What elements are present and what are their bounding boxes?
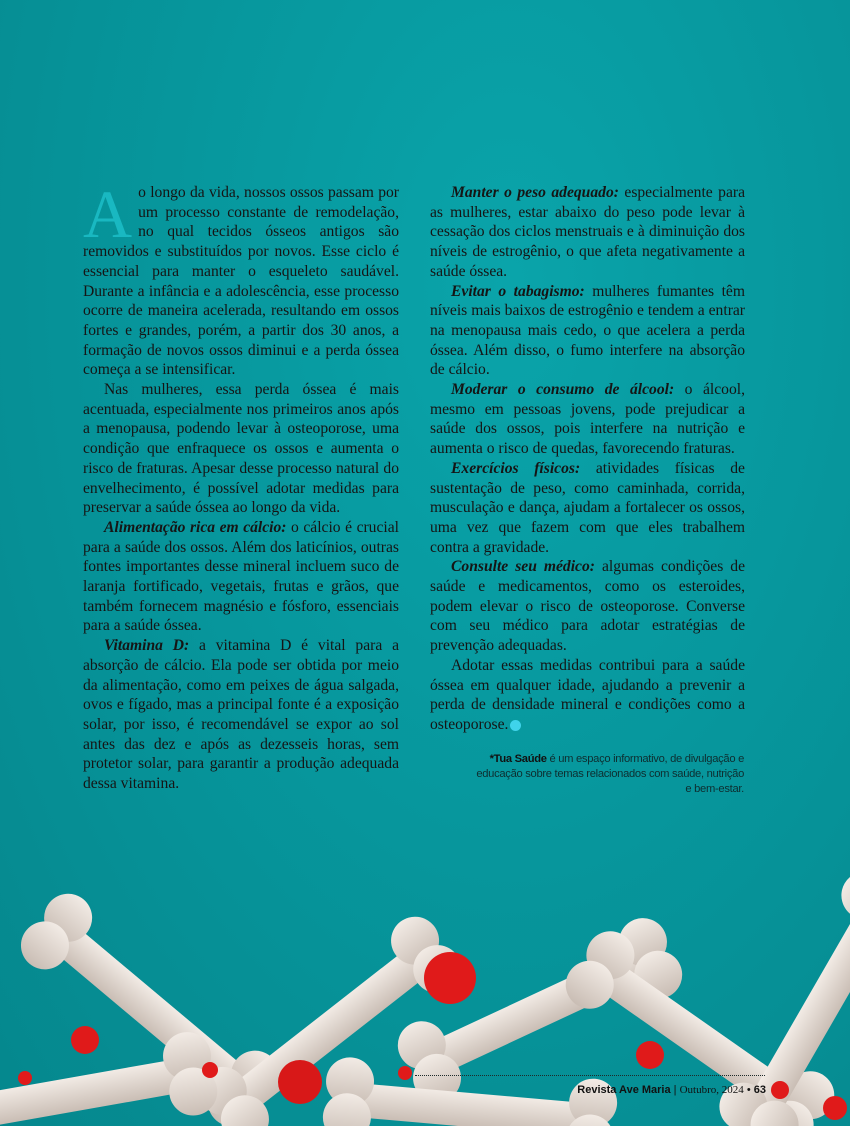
paragraph-text: especialmente para as mulheres, estar abaixo do peso pode levar à cessação dos ciclos menstruais e à diminuição dos níveis de estrogênio, o que afeta negativamente a saúde óssea. [430, 184, 745, 280]
paragraph-text: algumas condições de saúde e medicamentos, como os esteroides, podem elevar o risco de osteoporose. Converse com seu médico para adotar estratégias de prevenção adequadas. [430, 558, 746, 655]
drop-cap: A [83, 176, 133, 252]
paragraph-text: mulheres fumantes têm níveis mais baixos de estrogênio e tendem a entrar na menopausa mais cedo, o que acelera a perda óssea. Além disso, o fumo interfere na absorção de cálcio. [430, 282, 745, 379]
bone-damage-spot [424, 952, 476, 1004]
footer-divider [415, 1075, 765, 1076]
paragraph-text: o álcool, mesmo em pessoas jovens, pode prejudicar a saúde dos ossos, pois interfere na nutrição e aumenta o risco de quedas, favorecendo fraturas. [430, 381, 745, 458]
issue-date: Outubro, 2024 [679, 1084, 744, 1096]
paragraph-lead: Exercícios físicos: [451, 459, 581, 477]
credit-text: é um espaço informativo, de divulgação e educação sobre temas relacionados com saúde, nutrição e bem-estar. [476, 753, 744, 795]
paragraph-text: Nas mulheres, essa perda óssea é mais acentuada, especialmente nos primeiros anos após a menopausa, podendo levar à osteoporose, uma condição que enfraquece os ossos e aumenta o risco de fraturas. Apesar desse processo natural do envelhecimento, é possível adotar medidas para preservar a saúde óssea ao longo da vida. [83, 381, 399, 517]
paragraph [83, 518, 399, 636]
page-footer [577, 1084, 766, 1096]
magazine-name: Revista Ave Maria [577, 1084, 671, 1096]
footer-separator: | [670, 1084, 680, 1096]
paragraph-lead: Manter o peso adequado: [451, 184, 619, 201]
paragraph-text: atividades físicas de sustentação de peso, como caminhada, corrida, musculação e dança, ajudam a fortalecer os ossos, uma vez que fazem com que eles trabalhem contra a gravidade. [430, 459, 745, 556]
source-credit [470, 752, 744, 797]
paragraph [430, 282, 745, 381]
bone-damage-spot [202, 1062, 218, 1078]
article-right-column [430, 183, 745, 735]
bone-damage-spot [278, 1060, 322, 1104]
paragraph-lead: Moderar o consumo de álcool: [451, 381, 675, 399]
paragraph-intro [83, 176, 399, 380]
bone-damage-spot [18, 1071, 32, 1085]
bone-damage-spot [398, 1066, 412, 1080]
article-left-column [83, 176, 399, 794]
page-number: 63 [753, 1084, 766, 1096]
bone-damage-spot [823, 1096, 847, 1120]
paragraph-lead: Vitamina D: [104, 637, 190, 655]
paragraph [430, 183, 745, 282]
paragraph [430, 380, 745, 459]
paragraph-text: a vitamina D é vital para a absorção de cálcio. Ela pode ser obtida por meio da alimentação, como em peixes de água salgada, ovos e fígado, mas a principal fonte é a exposição solar, por isso, é recomendável se expor ao sol antes das dez e após as dezesseis horas, sem protetor solar, para garantir a produção adequada dessa vitamina. [83, 637, 399, 793]
paragraph-closing [430, 656, 745, 735]
paragraph [430, 557, 745, 656]
paragraph [83, 636, 399, 794]
paragraph-text: o longo da vida, nossos ossos passam por um processo constante de remodelação, no qual tecidos ósseos antigos são removidos e substituídos por novos. Esse ciclo é essencial para manter o esqueleto saudável. Durante a infância e a adolescência, esse processo ocorre de maneira acelerada, resultando em ossos fortes e grandes, porém, a partir dos 30 anos, a formação de novos ossos diminui e a perda óssea começa a se intensificar. [83, 184, 399, 379]
paragraph-lead: Consulte seu médico: [451, 558, 595, 576]
end-of-article-dot-icon [510, 720, 521, 731]
paragraph-lead: Evitar o tabagismo: [451, 282, 585, 300]
bone-damage-spot [71, 1026, 99, 1054]
footer-bullet: • [743, 1084, 754, 1096]
paragraph-lead: Alimentação rica em cálcio: [104, 518, 287, 536]
paragraph [83, 380, 399, 518]
paragraph-text: Adotar essas medidas contribui para a saúde óssea em qualquer idade, ajudando a prevenir a perda de densidade mineral e condições como a osteoporose. [430, 656, 745, 733]
bone-damage-spot [771, 1081, 789, 1099]
bone-shape [321, 1055, 619, 1126]
paragraph [430, 459, 745, 558]
credit-brand: *Tua Saúde [489, 753, 547, 765]
bone-shape [0, 1028, 221, 1126]
bone-damage-spot [636, 1041, 664, 1069]
paragraph-text: o cálcio é crucial para a saúde dos ossos. Além dos laticínios, outras fontes importantes desse mineral incluem suco de laranja fortificado, vegetais, frutas e grãos, que também fornecem magnésio e fósforo, essenciais para a saúde óssea. [83, 518, 399, 635]
